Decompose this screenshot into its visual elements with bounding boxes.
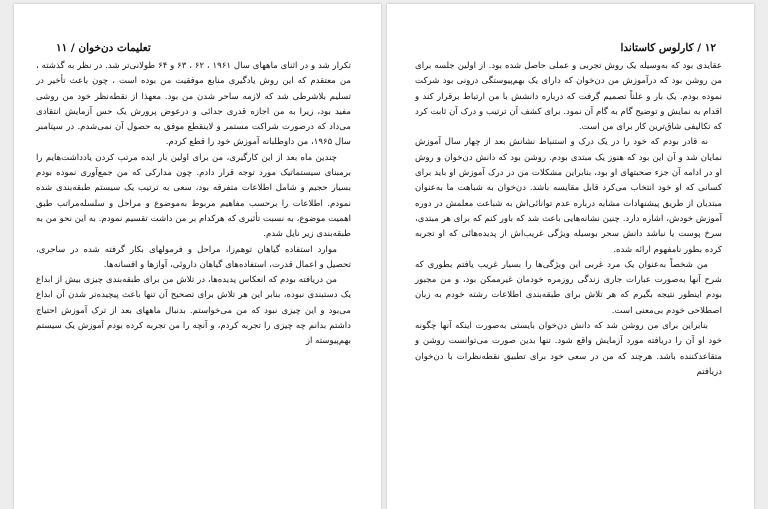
paragraph: موارد استفاده گیاهان توهم‌زا، مراحل و فرمولهای بکار گرفته شده در ساحری، تحصیل و اعمال قدرت، استفاده‌های گیاهان داروئی، آوازها و افسانه‌ها. <box>36 244 351 270</box>
page-header-left: تعلیمات دن‌خوان / ۱۱ <box>56 42 151 54</box>
paragraph: من دریافته بودم که انعکاس پدیده‌ها، در تلاش من برای طبقه‌بندی چیزی بیش از ابداع یک دستبندی نبوده، بنابر این هر تلاش برای تصحیح آن تنها باعث پیچیده‌تر شدن آن ابداع می‌بود و این چیزی نبود که من می‌خواستم. بدنبال ماههای بعد از ترک آموزش احتیاج داشتم بدانم چه چیزی را تجربه کردم، و آنچه را من تجربه کرده بودم آموزش یک سیستم بهم‌پیوسته از <box>36 275 351 347</box>
paragraph: چندین ماه بعد از این کارگیری، من برای اولین بار ایده مرتب کردن یادداشت‌هایم را برمبنای سیستماتیک مورد توجه قرار دادم. چون مدارکی که من جمع‌آوری نموده بودم بسیار حجیم و شامل اطلاعات متفرقه بود، سعی به ترتیب یک سیستم طبقه‌بندی شده نمودم. اطلاعات را برحسب مفاهیم مربوط به‌موضوع و مراحل و سلسله‌مراتب طبق اهمیت موضوع، به نسبت تأثیری که هرکدام بر من داشت تقسیم نمودم. به این نحو من به طبقه‌بندی زیر نایل شدم. <box>36 152 351 240</box>
paragraph: عقایدی بود که به‌وسیله یک روش تجربی و عملی حاصل شده بود. از اولین جلسه برای من روشن بود که درآموزش من دن‌خوان که دارای یک بهم‌پیوستگی درونی بود شرکت نموده بودم. یک بار و علناً تصمیم گرفت که درباره دانشش با من ارتباط برقرار کند و اقدام به نمایش و توضیح گام به گام آن نمود. برای کشف آن ترتیب و درک آن ثابت کرد که تکالیفی شاق‌ترین کار برای من است. <box>415 61 722 133</box>
page-header-right: ۱۲ / کارلوس کاستاندا <box>620 42 716 54</box>
book-page-right <box>387 4 754 509</box>
paragraph: تکرار شد و در اثنای ماههای سال ۱۹۶۱ ، ۶۲ ، ۶۳ و ۶۴ طولانی‌تر شد. در نظر به گذشته ، من معتقدم که این روش یادگیری منابع موفقیت من بوده است ، چون باعث تأخیر در تسلیم بلاشرطی شد که لازمه ساحر شدن من بود. معهذا از نقطه‌نظر خود من روشی مفید بود، زیرا به من اجازه قدری جدائی و درعوض پرورش یک حس آزمایش انتقادی می‌داد که درصورت شراکت مستمر و لاینقطع موفق به حصول آن نمی‌شدم. در سپتامبر سال ۱۹۶۵، من داوطلبانه آموزش خود را قطع کردم. <box>36 61 351 148</box>
paragraph: من شخصاً به‌عنوان یک مرد غربی این ویژگی‌ها را بسیار غریب یافتم بطوری که شرح آنها به‌صورت عبارات جاری زندگی روزمره خودمان غیرممکن بود، و من مجبور بودم اینطور نتیجه بگیرم که هر تلاش برای طبقه‌بندی اطلاعات رشته خودم به زبان اصطلاحی خودم بی‌معنی است. <box>415 259 722 316</box>
book-page-left <box>14 4 381 509</box>
page-body-left <box>36 59 351 350</box>
page-body-right <box>415 59 722 380</box>
paragraph: بنابراین برای من روشن شد که دانش دن‌خوان بایستی به‌صورت اینکه آنها چگونه خود او آن را دریافته مورد آزمایش واقع شود. تنها بدین صورت می‌توانست روشن و متقاعدکننده باشد. هرچند که من در سعی خود برای تطبیق نقطه‌نظرات با دن‌خوان دریافتم <box>415 321 722 377</box>
paragraph: نه قادر بودم که خود را در یک درک و استنباط نشانش بعد از چهار سال آموزش نمایان شد و آن این بود که هنوز یک مبتدی بودم. روشن بود که دانش دن‌خوان و روش او در ادامه آن جزء صحبتهای او بود، بنابراین مشکلات من در درک آموزش او باید برای کسانی که او خود انتخاب می‌کرد قابل مقایسه باشد. دن‌خوان به شباهت ما به‌عنوان مبتدیان از طریق پیشنهادات مشابه درباره عدم توانائی‌اش به شباعت معلمش در دوره آموزش خودش، اشاره دارد. چنین نشانه‌هایی باعث شد که باور کنم که برای هر مبتدی، سرخ پوست یا نباشد دانش سحر بوسیله ویژگی غریب‌اش از پدیده‌هائی که او تجربه کرده بطور نامفهوم ارائه شده. <box>415 137 722 255</box>
